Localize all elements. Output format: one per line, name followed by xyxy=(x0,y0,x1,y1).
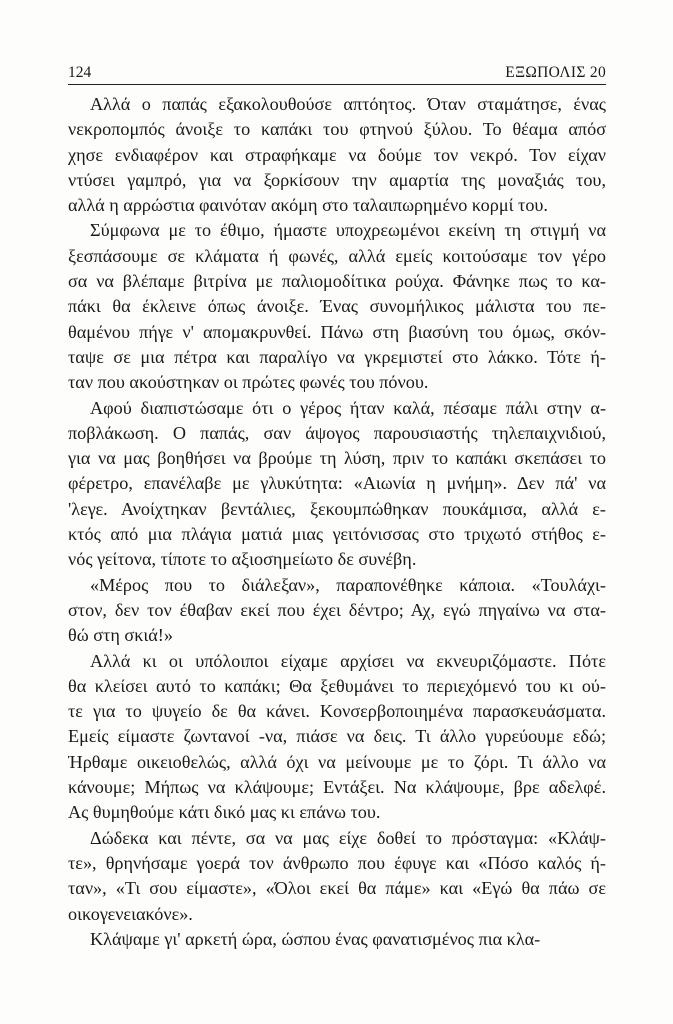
text-line: Αφού διαπιστώσαμε ότι ο γέρος ήταν καλά, πέσαμε πάλι στην α- xyxy=(90,397,606,418)
text-line: οικογενειακόνε». xyxy=(68,903,193,924)
paragraph xyxy=(68,92,606,218)
paragraph xyxy=(68,649,606,826)
text-line: σα να βλέπαμε βιτρίνα με παλιομοδίτικα ρούχα. Φάνηκε πως το κα- xyxy=(68,271,606,292)
text-line: ταν», «Τι σου είμαστε», «Όλοι εκεί θα πάμε» και «Εγώ θα πάω σε xyxy=(68,878,606,899)
text-line: Κλάψαμε γι' αρκετή ώρα, ώσπου ένας φανατισμένος πια κλα- xyxy=(90,928,541,949)
text-line: νεκροπομπός άνοιξε το καπάκι του φτηνού ξύλου. Το θέαμα απόσ xyxy=(68,119,606,140)
text-line: θώ στη σκιά!» xyxy=(68,625,173,646)
paragraph xyxy=(68,396,606,573)
text-line: τε για το ψυγείο δε θα κάνει. Κονσερβοποιημένα παρασκευάσματα. xyxy=(68,701,606,722)
text-line: ποβλάκωση. Ο παπάς, σαν άψογος παρουσιαστής τηλεπαιχνιδιού, xyxy=(68,422,606,443)
text-line: Δώδεκα και πέντε, σα να μας είχε δοθεί το πρόσταγμα: «Κλάψ- xyxy=(90,827,606,848)
text-line: Αλλά ο παπάς εξακολουθούσε απτόητος. Όταν σταμάτησε, ένας xyxy=(90,94,606,114)
text-line: «Μέρος που το διάλεξαν», παραπονέθηκε κάποια. «Τουλάχι- xyxy=(90,574,606,595)
text-line: χησε ενδιαφέρον και στραφήκαμε να δούμε τον νεκρό. Τον είχαν xyxy=(68,144,606,165)
text-line: Αλλά κι οι υπόλοιποι είχαμε αρχίσει να εκνευριζόμαστε. Πότε xyxy=(90,650,606,671)
text-line: κάνουμε; Μήπως να κλάψουμε; Εντάξει. Να κλάψουμε, βρε αδελφέ. xyxy=(68,777,606,798)
paragraph xyxy=(68,218,606,395)
text-line: πάκι θα έκλεινε όπως άνοιξε. Ένας συνομήλικος μάλιστα του πε- xyxy=(68,296,606,317)
text-line: φέρετρο, επανέλαβε με γλυκύτητα: «Αιωνία η μνήμη». Δεν πά' να xyxy=(68,473,606,494)
paragraph xyxy=(68,927,606,952)
text-line: στον, δεν τον έθαβαν εκεί που έχει δέντρο; Αχ, εγώ πηγαίνω να στα- xyxy=(68,599,606,620)
text-line: 'λεγε. Ανοίχτηκαν βεντάλιες, ξεκουμπώθηκαν πουκάμισα, αλλά ε- xyxy=(68,498,606,519)
text-line: Ας θυμηθούμε κάτι δικό μας κι επάνω του. xyxy=(68,802,381,823)
text-line: Εμείς είμαστε ζωντανοί -να, πιάσε να δεις. Τι άλλο γυρεύουμε εδώ; xyxy=(68,726,606,747)
header-rule xyxy=(68,84,606,85)
paragraph xyxy=(68,826,606,927)
text-line: θαμένου πήγε ν' απομακρυνθεί. Πάνω στη βιασύνη του όμως, σκόν- xyxy=(68,321,606,342)
text-line: Ήρθαμε οικειοθελώς, αλλά όχι να μείνουμε με το ζόρι. Τι άλλο να xyxy=(68,751,606,772)
text-line: ταν που ακούστηκαν οι πρώτες φωνές του πόνου. xyxy=(68,372,429,393)
page-number: 124 xyxy=(68,64,92,81)
text-line: ντύσει γαμπρό, για να ξορκίσουν την αμαρτία της μοναξιάς του, xyxy=(68,169,606,190)
paragraph xyxy=(68,573,606,649)
text-line: ξεσπάσουμε σε κλάματα ή φωνές, αλλά εμείς κοιτούσαμε τον γέρο xyxy=(68,245,606,266)
text-line: για να μας βοηθήσει να βρούμε τη λύση, πριν το καπάκι σκεπάσει το xyxy=(68,448,606,469)
text-line: θα κλείσει αυτό το καπάκι; Θα ξεθυμάνει το περιεχόμενό του κι ού- xyxy=(68,675,606,696)
text-line: κτός από μια πλάγια ματιά μιας γειτόνισσας στο τριχωτό στήθος ε- xyxy=(68,524,606,545)
text-line: νός γείτονα, τίποτε το αξιοσημείωτο δε συνέβη. xyxy=(68,549,417,570)
running-head xyxy=(68,62,606,84)
journal-title: ΕΞΩΠΟΛΙΣ 20 xyxy=(505,64,606,81)
text-line: ταψε σε μια πέτρα και παραλίγο να γκρεμιστεί στο λάκκο. Τότε ή- xyxy=(68,346,606,367)
text-line: αλλά η αρρώστια φαινόταν ακόμη στο ταλαιπωρημένο κορμί του. xyxy=(68,195,548,216)
text-line: τε», θρηνήσαμε γοερά τον άνθρωπο που έφυγε και «Πόσο καλός ή- xyxy=(68,852,606,873)
body-text xyxy=(68,92,606,952)
text-line: Σύμφωνα με το έθιμο, ήμαστε υποχρεωμένοι εκείνη τη στιγμή να xyxy=(90,220,606,241)
